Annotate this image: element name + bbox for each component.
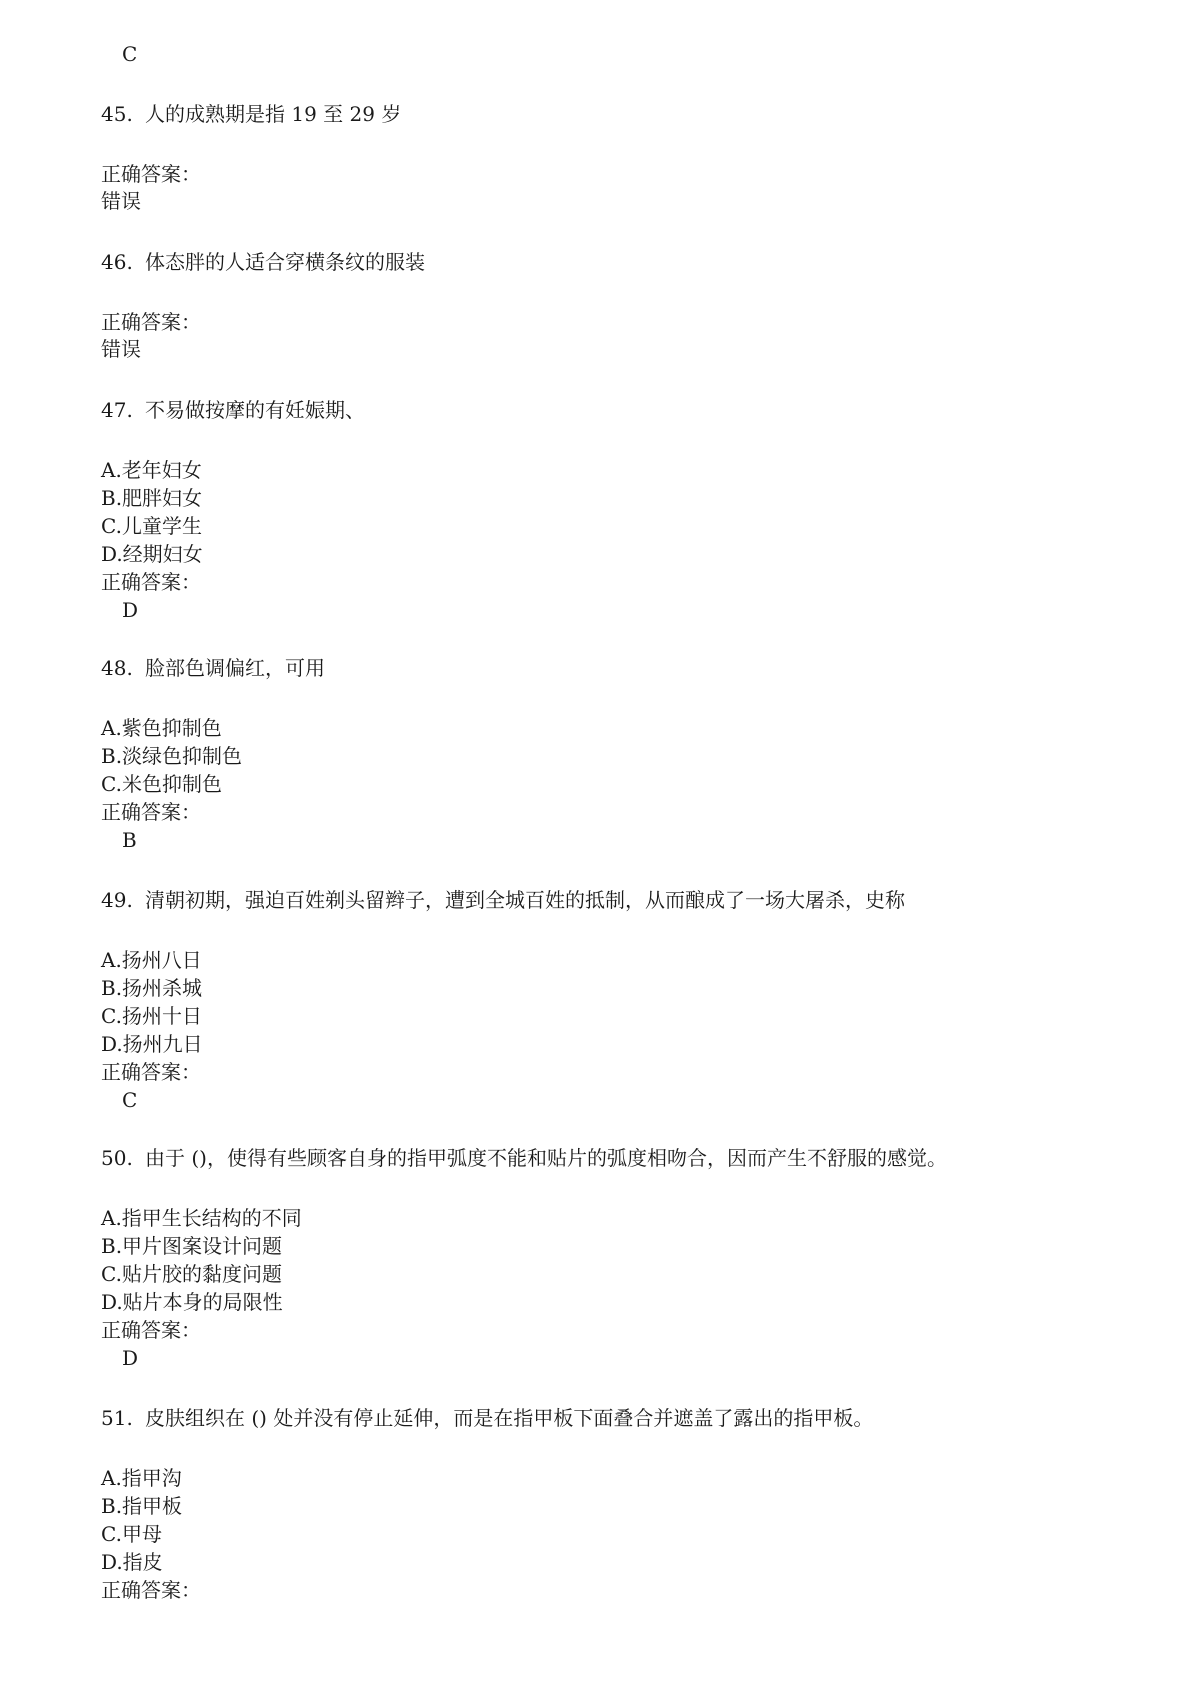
question-46 xyxy=(101,248,425,276)
question-49 xyxy=(101,886,905,914)
answer-value: D xyxy=(122,1346,139,1370)
option-a: A.扬州八日 xyxy=(101,948,202,972)
option-a: A.指甲沟 xyxy=(101,1466,182,1490)
answer-value: C xyxy=(122,1088,138,1112)
question-45 xyxy=(101,100,402,128)
answer-label: 正确答案： xyxy=(101,570,201,594)
question-text: 体态胖的人适合穿横条纹的服装 xyxy=(145,250,425,274)
question-text: 清朝初期，强迫百姓剃头留辫子，遭到全城百姓的抵制，从而酿成了一场大屠杀，史称 xyxy=(145,888,905,912)
option-a: A.老年妇女 xyxy=(101,458,202,482)
option-b: B.指甲板 xyxy=(101,1494,183,1518)
answer-label: 正确答案： xyxy=(101,1060,201,1084)
question-50 xyxy=(101,1144,947,1172)
option-c: C.米色抑制色 xyxy=(101,772,222,796)
answer-value: B xyxy=(122,828,137,852)
question-text: 由于 ()，使得有些顾客自身的指甲弧度不能和贴片的弧度相吻合，因而产生不舒服的感觉。 xyxy=(145,1146,947,1170)
answer-value: D xyxy=(122,598,139,622)
option-c: C.儿童学生 xyxy=(101,514,202,538)
question-number: 47. xyxy=(101,398,133,422)
answer-label: 正确答案： xyxy=(101,310,201,334)
question-number: 51. xyxy=(101,1406,133,1430)
answer-value: 错误 xyxy=(101,337,141,361)
question-48 xyxy=(101,654,325,682)
question-number: 45. xyxy=(101,102,133,126)
option-d: D.扬州九日 xyxy=(101,1032,203,1056)
option-c: C.贴片胶的黏度问题 xyxy=(101,1262,282,1286)
question-text: 人的成熟期是指 19 至 29 岁 xyxy=(145,102,402,126)
option-b: B.肥胖妇女 xyxy=(101,486,203,510)
question-text: 皮肤组织在 () 处并没有停止延伸，而是在指甲板下面叠合并遮盖了露出的指甲板。 xyxy=(145,1406,874,1430)
answer-label: 正确答案： xyxy=(101,162,201,186)
previous-answer-value: C xyxy=(122,42,138,66)
question-text: 脸部色调偏红，可用 xyxy=(145,656,325,680)
answer-label: 正确答案： xyxy=(101,1318,201,1342)
answer-label: 正确答案： xyxy=(101,800,201,824)
question-number: 49. xyxy=(101,888,133,912)
option-d: D.贴片本身的局限性 xyxy=(101,1290,283,1314)
option-a: A.指甲生长结构的不同 xyxy=(101,1206,302,1230)
option-d: D.指皮 xyxy=(101,1550,163,1574)
question-47 xyxy=(101,396,365,424)
answer-value: 错误 xyxy=(101,189,141,213)
option-b: B.甲片图案设计问题 xyxy=(101,1234,283,1258)
option-a: A.紫色抑制色 xyxy=(101,716,222,740)
question-number: 48. xyxy=(101,656,133,680)
option-c: C.甲母 xyxy=(101,1522,162,1546)
question-text: 不易做按摩的有妊娠期、 xyxy=(145,398,365,422)
option-c: C.扬州十日 xyxy=(101,1004,202,1028)
answer-label: 正确答案： xyxy=(101,1578,201,1602)
question-number: 46. xyxy=(101,250,133,274)
option-d: D.经期妇女 xyxy=(101,542,203,566)
question-51 xyxy=(101,1404,874,1432)
option-b: B.淡绿色抑制色 xyxy=(101,744,243,768)
question-number: 50. xyxy=(101,1146,133,1170)
option-b: B.扬州杀城 xyxy=(101,976,203,1000)
